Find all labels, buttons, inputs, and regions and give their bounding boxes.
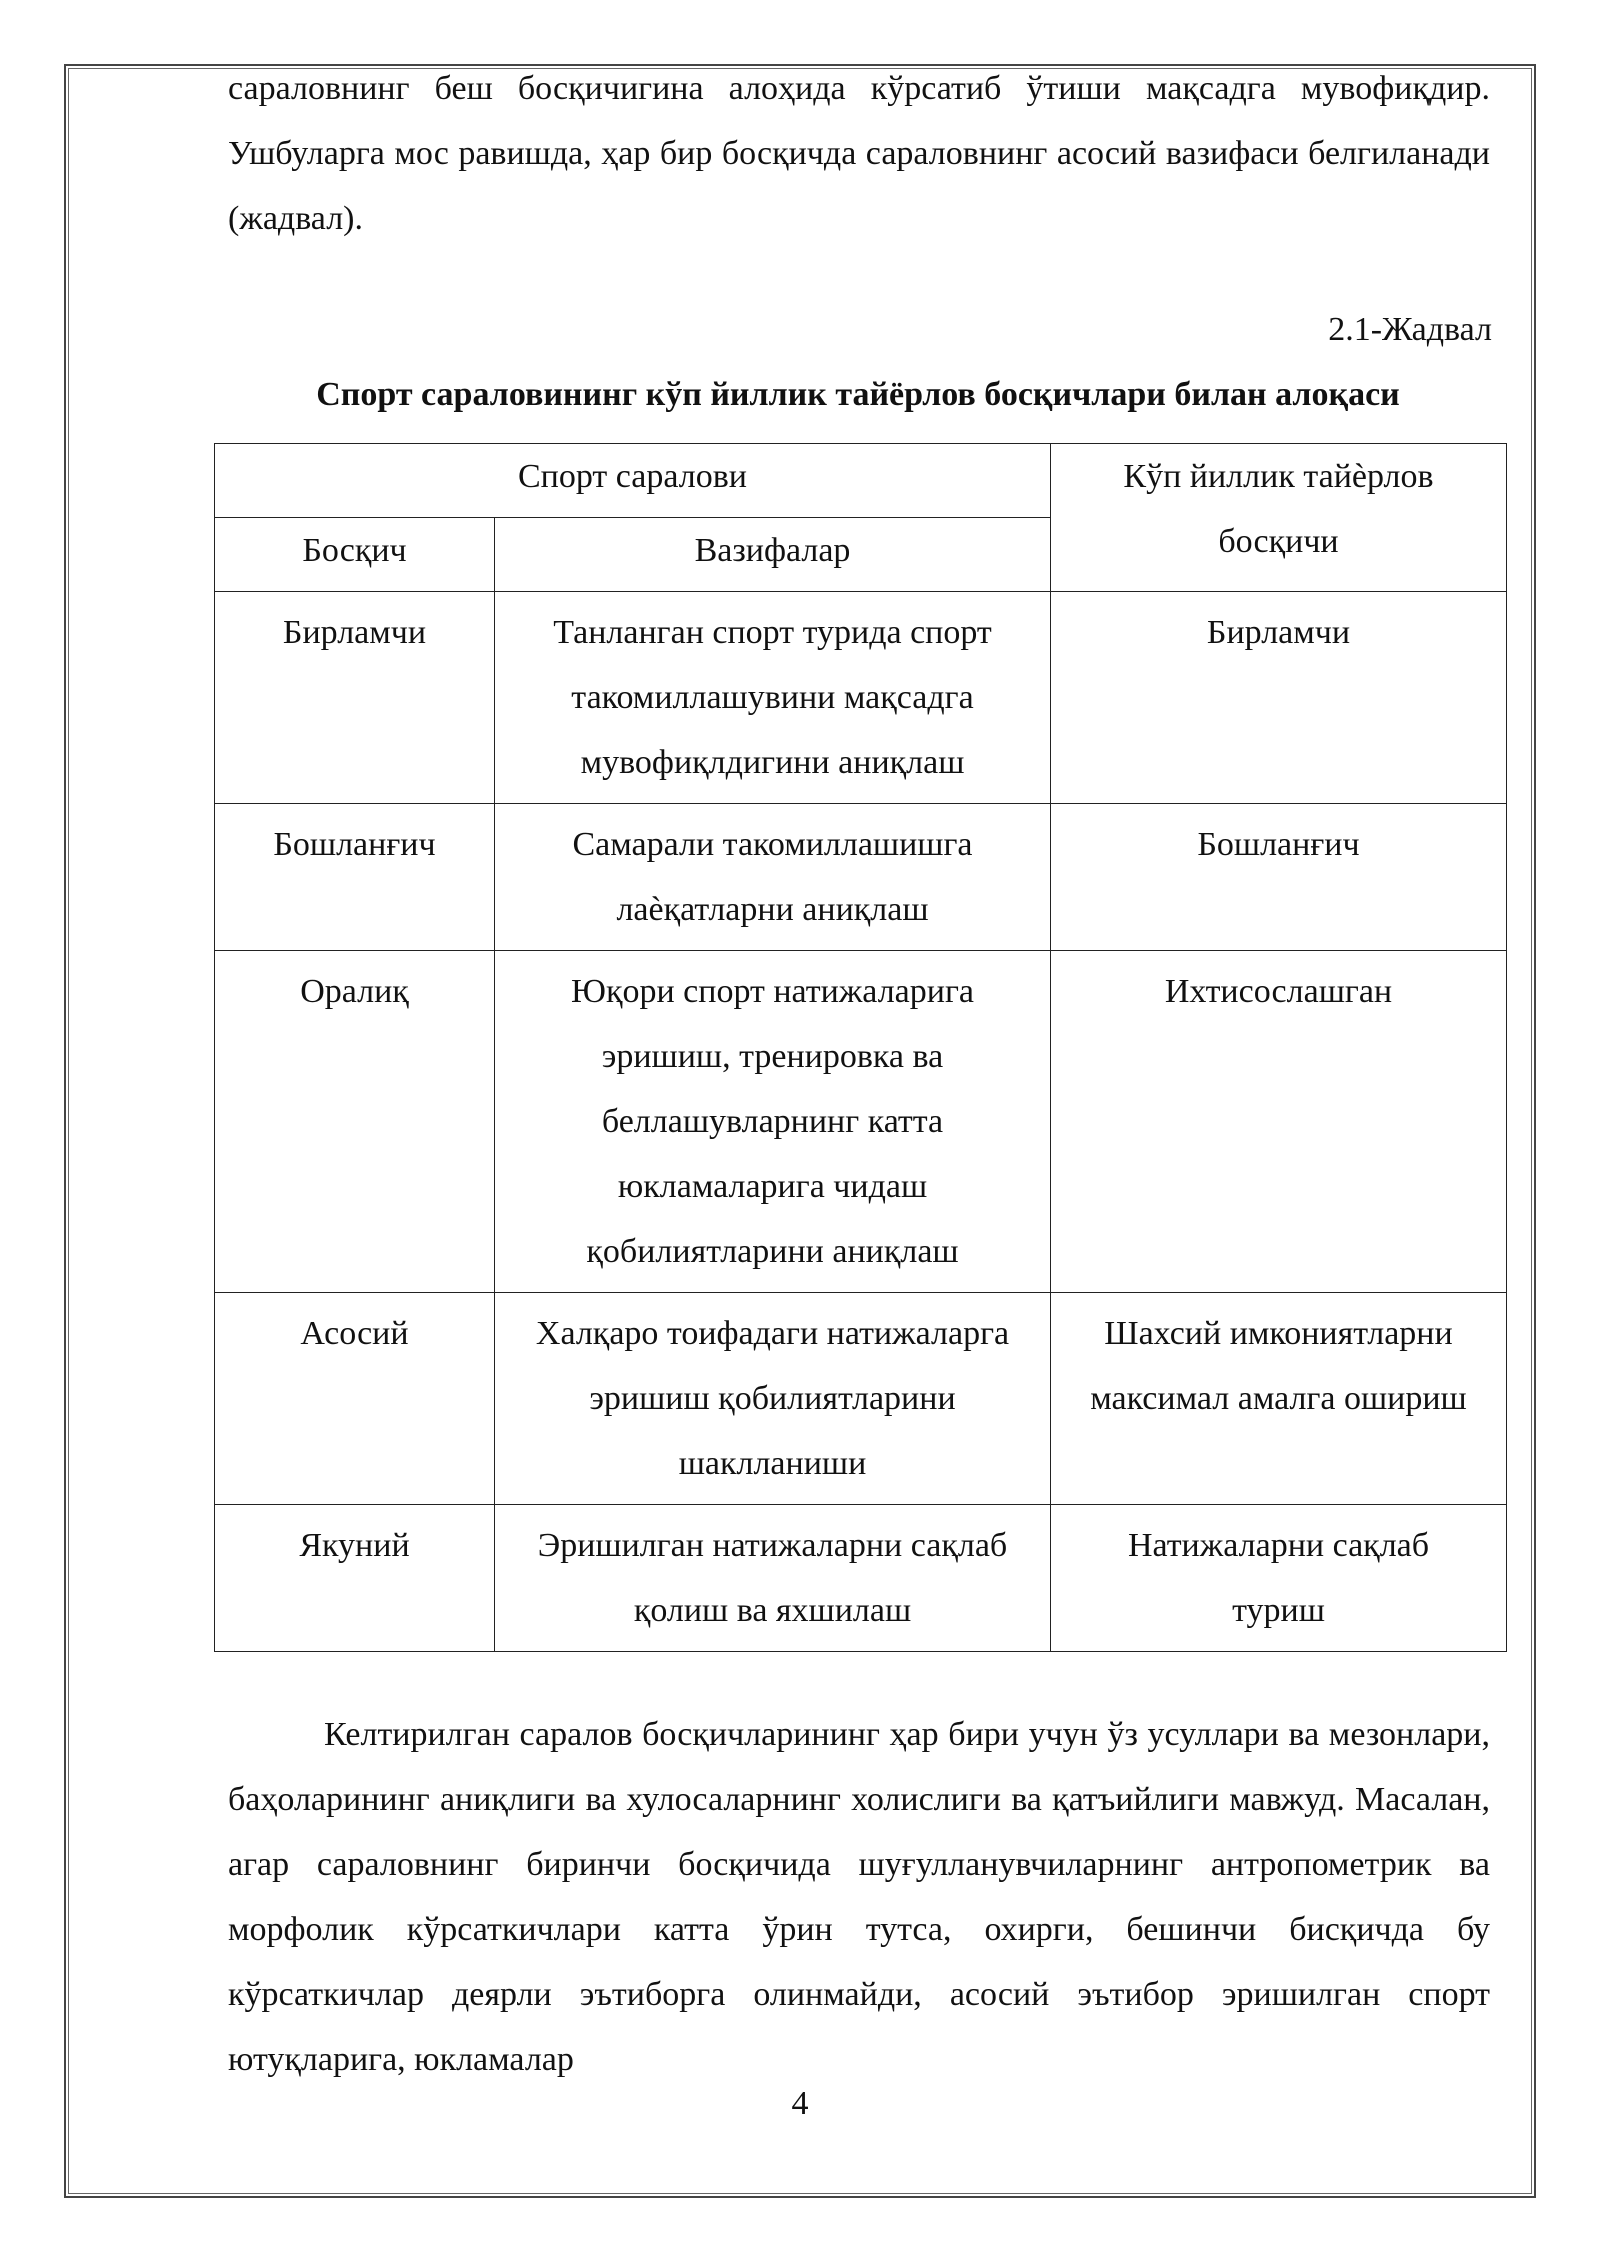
page-content [228, 56, 1490, 2092]
row-stage: Бошланғич [215, 804, 495, 951]
table-row [215, 592, 1507, 804]
row-long-term: Натижаларни сақлаб туриш [1051, 1505, 1507, 1652]
table-row [215, 951, 1507, 1293]
intro-paragraph [228, 56, 1490, 251]
header-stage: Босқич [215, 518, 495, 592]
table-number: 2.1-Жадвал [1328, 311, 1492, 348]
row-stage: Бирламчи [215, 592, 495, 804]
table-row [215, 1293, 1507, 1505]
row-long-term: Ихтисослашган [1051, 951, 1507, 1293]
row-stage: Оралиқ [215, 951, 495, 1293]
row-tasks: Танланган спорт турида спорт такомиллашувини мақсадга мувофиқлдигини аниқлаш [495, 592, 1051, 804]
intro-line-1: сараловнинг беш босқичигина алоҳида кўрсатиб ўтиши мақсадга мувофиқдир. [228, 70, 1490, 107]
header-tasks: Вазифалар [495, 518, 1051, 592]
page-number: 4 [791, 2085, 809, 2122]
row-tasks: Юқори спорт натижаларига эришиш, тренировка ва беллашувларнинг катта юкламаларига чидаш қобилиятларини аниқлаш [495, 951, 1051, 1293]
selection-stages-table [214, 443, 1507, 1652]
row-stage: Асосий [215, 1293, 495, 1505]
body-paragraph: Келтирилган саралов босқичларининг ҳар бири учун ўз усуллари ва мезонлари, баҳоларининг аниқлиги ва хулосаларнинг холислиги ва қатъийлиги мавжуд. Масалан, агар сараловнинг биринчи босқичида шуғулланувчиларнинг антропометрик ва морфолик кўрсаткичлари катта ўрин тутса, охирги, бешинчи бисқичда бу кўрсаткичлар деярли эътиборга олинмайди, асосий эътибор эришилган спорт ютуқларига, юкламалар [228, 1716, 1490, 2078]
header-sport-selection: Спорт саралови [215, 444, 1051, 518]
header-long-term-stage: Кўп йиллик тайѐрлов босқичи [1051, 444, 1507, 592]
row-tasks: Эришилган натижаларни сақлаб қолиш ва яхшилаш [495, 1505, 1051, 1652]
row-long-term: Шахсий имкониятларни максимал амалга ошириш [1051, 1293, 1507, 1505]
row-tasks: Самарали такомиллашишга лаѐқатларни аниқлаш [495, 804, 1051, 951]
table-row [215, 804, 1507, 951]
table-header-row-1 [215, 444, 1507, 518]
table-title: Спорт сараловининг кўп йиллик тайёрлов босқичлари билан алоқаси [316, 376, 1400, 413]
table-row [215, 1505, 1507, 1652]
row-stage: Якуний [215, 1505, 495, 1652]
row-tasks: Халқаро тоифадаги натижаларга эришиш қобилиятларини шаклланиши [495, 1293, 1051, 1505]
intro-line-2: Ушбуларга мос равишда, ҳар бир босқичда сараловнинг асосий вазифаси белгиланади (жадвал). [228, 135, 1490, 237]
row-long-term: Бирламчи [1051, 592, 1507, 804]
row-long-term: Бошланғич [1051, 804, 1507, 951]
